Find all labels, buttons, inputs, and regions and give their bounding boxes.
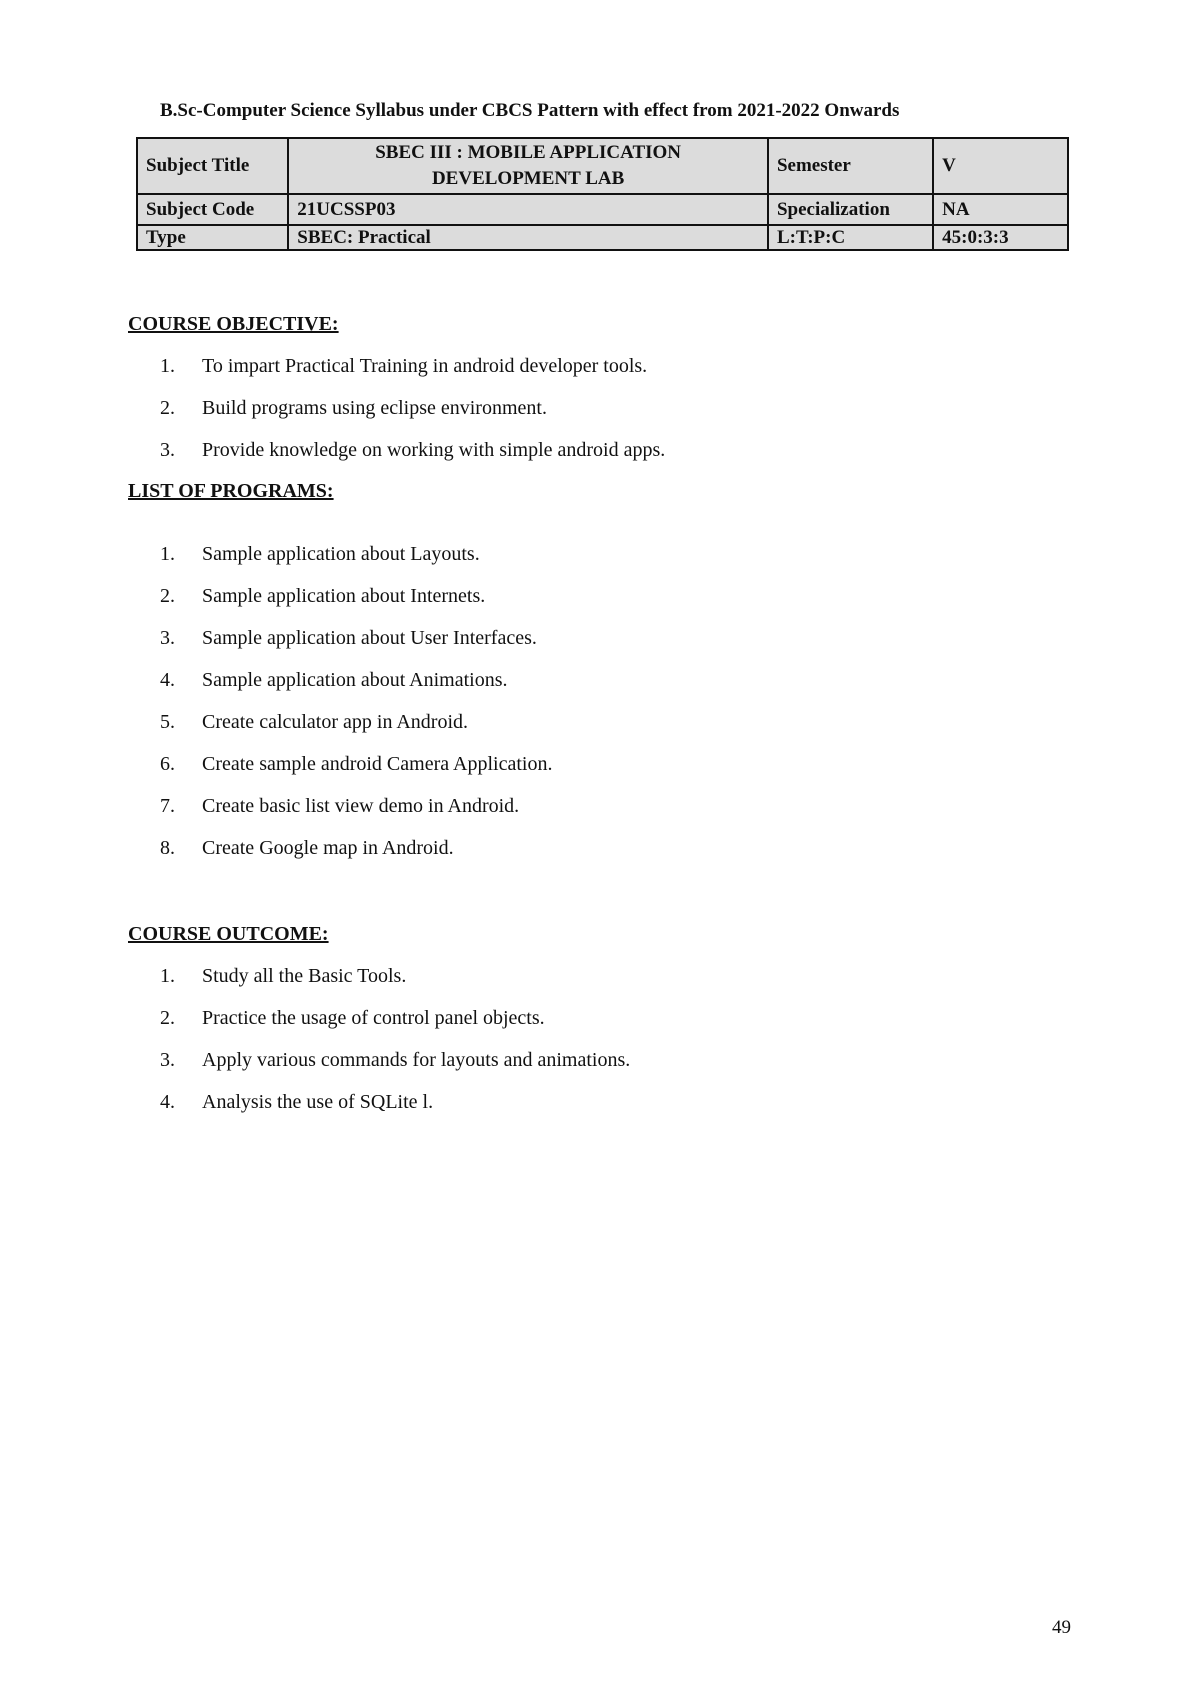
specialization-label: Specialization: [768, 194, 933, 225]
subject-info-table: [136, 137, 1069, 251]
subject-title-value: [288, 138, 768, 194]
specialization-value: NA: [933, 194, 1068, 225]
page-header: B.Sc-Computer Science Syllabus under CBCS Pattern with effect from 2021-2022 Onwards: [160, 100, 900, 121]
type-label: Type: [137, 225, 288, 250]
list-item: 3. Provide knowledge on working with simple android apps.: [160, 439, 666, 461]
subject-title-line1: SBEC III : MOBILE APPLICATION: [375, 142, 682, 164]
subject-code-value: 21UCSSP03: [288, 194, 768, 225]
ltpc-value: 45:0:3:3: [933, 225, 1068, 250]
list-item: 1. Study all the Basic Tools.: [160, 965, 407, 987]
table-row-subject-code: [137, 194, 1068, 225]
type-value: SBEC: Practical: [288, 225, 768, 250]
course-outcome-list: [160, 955, 630, 1123]
list-item: 5. Create calculator app in Android.: [160, 711, 469, 733]
list-item: 2. Practice the usage of control panel objects.: [160, 1007, 545, 1029]
list-item: 6. Create sample android Camera Application.: [160, 753, 553, 775]
course-objective-list: [160, 345, 665, 471]
subject-code-label: Subject Code: [137, 194, 288, 225]
list-item: 3. Apply various commands for layouts and animations.: [160, 1049, 631, 1071]
course-outcome-heading: COURSE OUTCOME:: [128, 923, 329, 945]
course-objective-heading: COURSE OBJECTIVE:: [128, 313, 339, 335]
list-item: 7. Create basic list view demo in Android.: [160, 795, 520, 817]
list-item: 2. Build programs using eclipse environment.: [160, 397, 547, 419]
list-item: 1. Sample application about Layouts.: [160, 543, 480, 565]
ltpc-label: L:T:P:C: [768, 225, 933, 250]
list-item: 1. To impart Practical Training in android developer tools.: [160, 355, 648, 377]
page-number: 49: [1052, 1617, 1071, 1638]
list-item: 8. Create Google map in Android.: [160, 837, 454, 859]
table-row-subject-title: [137, 138, 1068, 194]
subject-title-label: Subject Title: [137, 138, 288, 194]
list-item: 2. Sample application about Internets.: [160, 585, 486, 607]
semester-label: Semester: [768, 138, 933, 194]
list-of-programs-heading: LIST OF PROGRAMS:: [128, 480, 334, 502]
list-item: 4. Analysis the use of SQLite l.: [160, 1091, 434, 1113]
list-item: 3. Sample application about User Interfaces.: [160, 627, 537, 649]
subject-title-line2: DEVELOPMENT LAB: [431, 168, 625, 189]
list-of-programs-list: [160, 533, 552, 869]
semester-value: V: [933, 138, 1068, 194]
table-row-type: [137, 225, 1068, 250]
list-item: 4. Sample application about Animations.: [160, 669, 508, 691]
